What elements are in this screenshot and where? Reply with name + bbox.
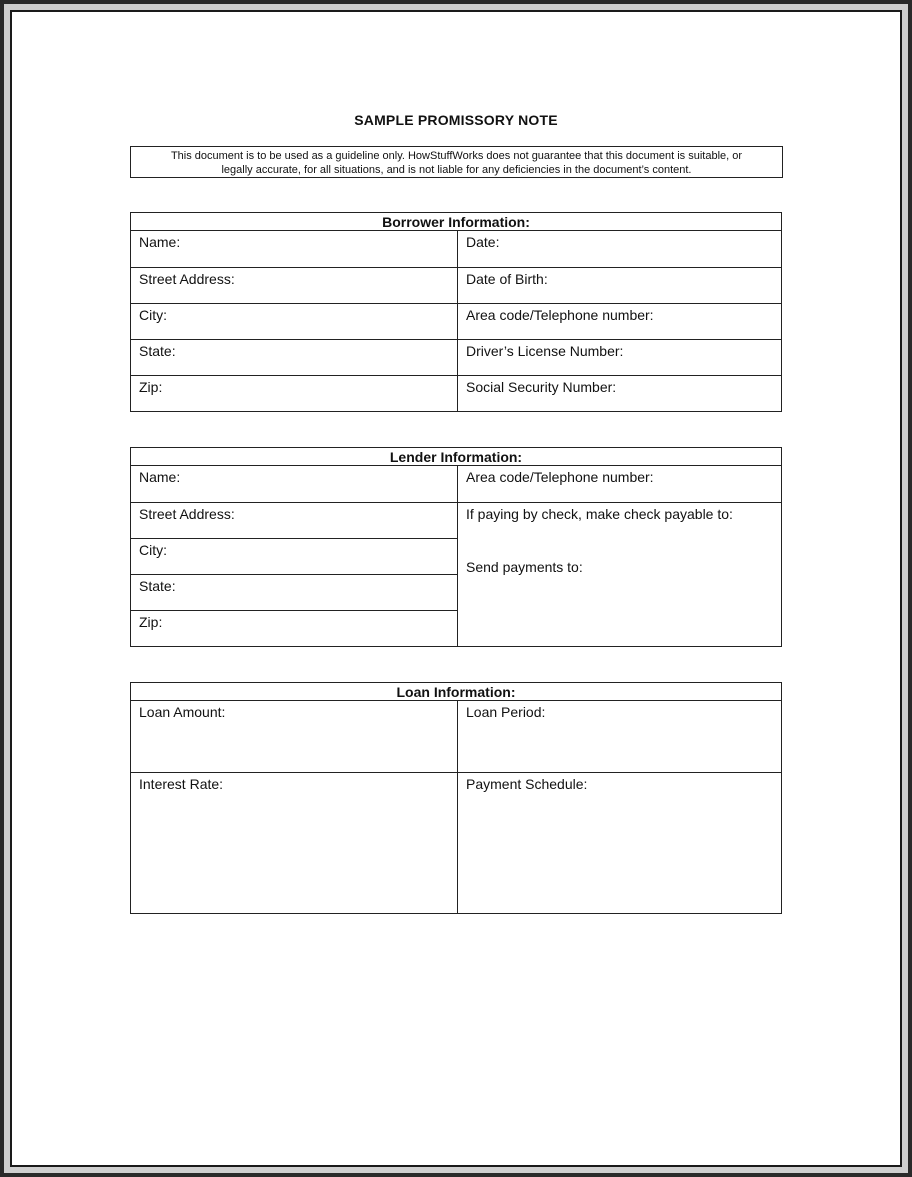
borrower-section xyxy=(130,212,782,412)
lender-heading: Lender Information: xyxy=(131,448,781,466)
borrower-ssn-field[interactable]: Social Security Number: xyxy=(457,375,782,411)
lender-telephone-field[interactable]: Area code/Telephone number: xyxy=(457,466,782,502)
document-title: SAMPLE PROMISSORY NOTE xyxy=(354,112,558,128)
loan-grid xyxy=(131,701,781,913)
lender-grid xyxy=(131,466,781,646)
lender-name-field[interactable]: Name: xyxy=(139,469,181,485)
borrower-state-field[interactable]: State: xyxy=(131,339,457,375)
borrower-city-field[interactable]: City: xyxy=(131,303,457,339)
borrower-heading: Borrower Information: xyxy=(131,213,781,231)
borrower-date-field[interactable]: Date: xyxy=(457,231,782,267)
borrower-telephone-field[interactable]: Area code/Telephone number: xyxy=(457,303,782,339)
loan-heading: Loan Information: xyxy=(131,683,781,701)
borrower-drivers-license-field[interactable]: Driver’s License Number: xyxy=(457,339,782,375)
lender-city-field[interactable]: City: xyxy=(131,538,457,574)
interest-rate-field[interactable]: Interest Rate: xyxy=(131,772,457,913)
disclaimer-line-1: This document is to be used as a guideline only. HowStuffWorks does not guarantee that this document is suitable, or xyxy=(170,150,743,162)
borrower-grid xyxy=(131,231,781,411)
borrower-name-field[interactable]: Name: xyxy=(139,234,181,250)
check-payable-label: If paying by check, make check payable to: xyxy=(466,506,733,522)
lender-zip-field[interactable]: Zip: xyxy=(131,610,457,646)
lender-payment-instructions-field[interactable] xyxy=(457,502,782,646)
borrower-street-address-field[interactable]: Street Address: xyxy=(131,267,457,303)
lender-street-address-field[interactable]: Street Address: xyxy=(131,502,457,538)
borrower-date-of-birth-field[interactable]: Date of Birth: xyxy=(457,267,782,303)
borrower-zip-field[interactable]: Zip: xyxy=(131,375,457,411)
loan-amount-field[interactable]: Loan Amount: xyxy=(139,704,226,720)
loan-section xyxy=(130,682,782,914)
lender-state-field[interactable]: State: xyxy=(131,574,457,610)
send-payments-label: Send payments to: xyxy=(466,559,583,575)
disclaimer-box xyxy=(130,146,783,178)
disclaimer-line-2: legally accurate, for all situations, and is not liable for any deficiencies in the document’s content. xyxy=(221,164,692,176)
payment-schedule-field[interactable]: Payment Schedule: xyxy=(457,772,782,913)
loan-period-field[interactable]: Loan Period: xyxy=(457,701,782,772)
lender-section xyxy=(130,447,782,647)
